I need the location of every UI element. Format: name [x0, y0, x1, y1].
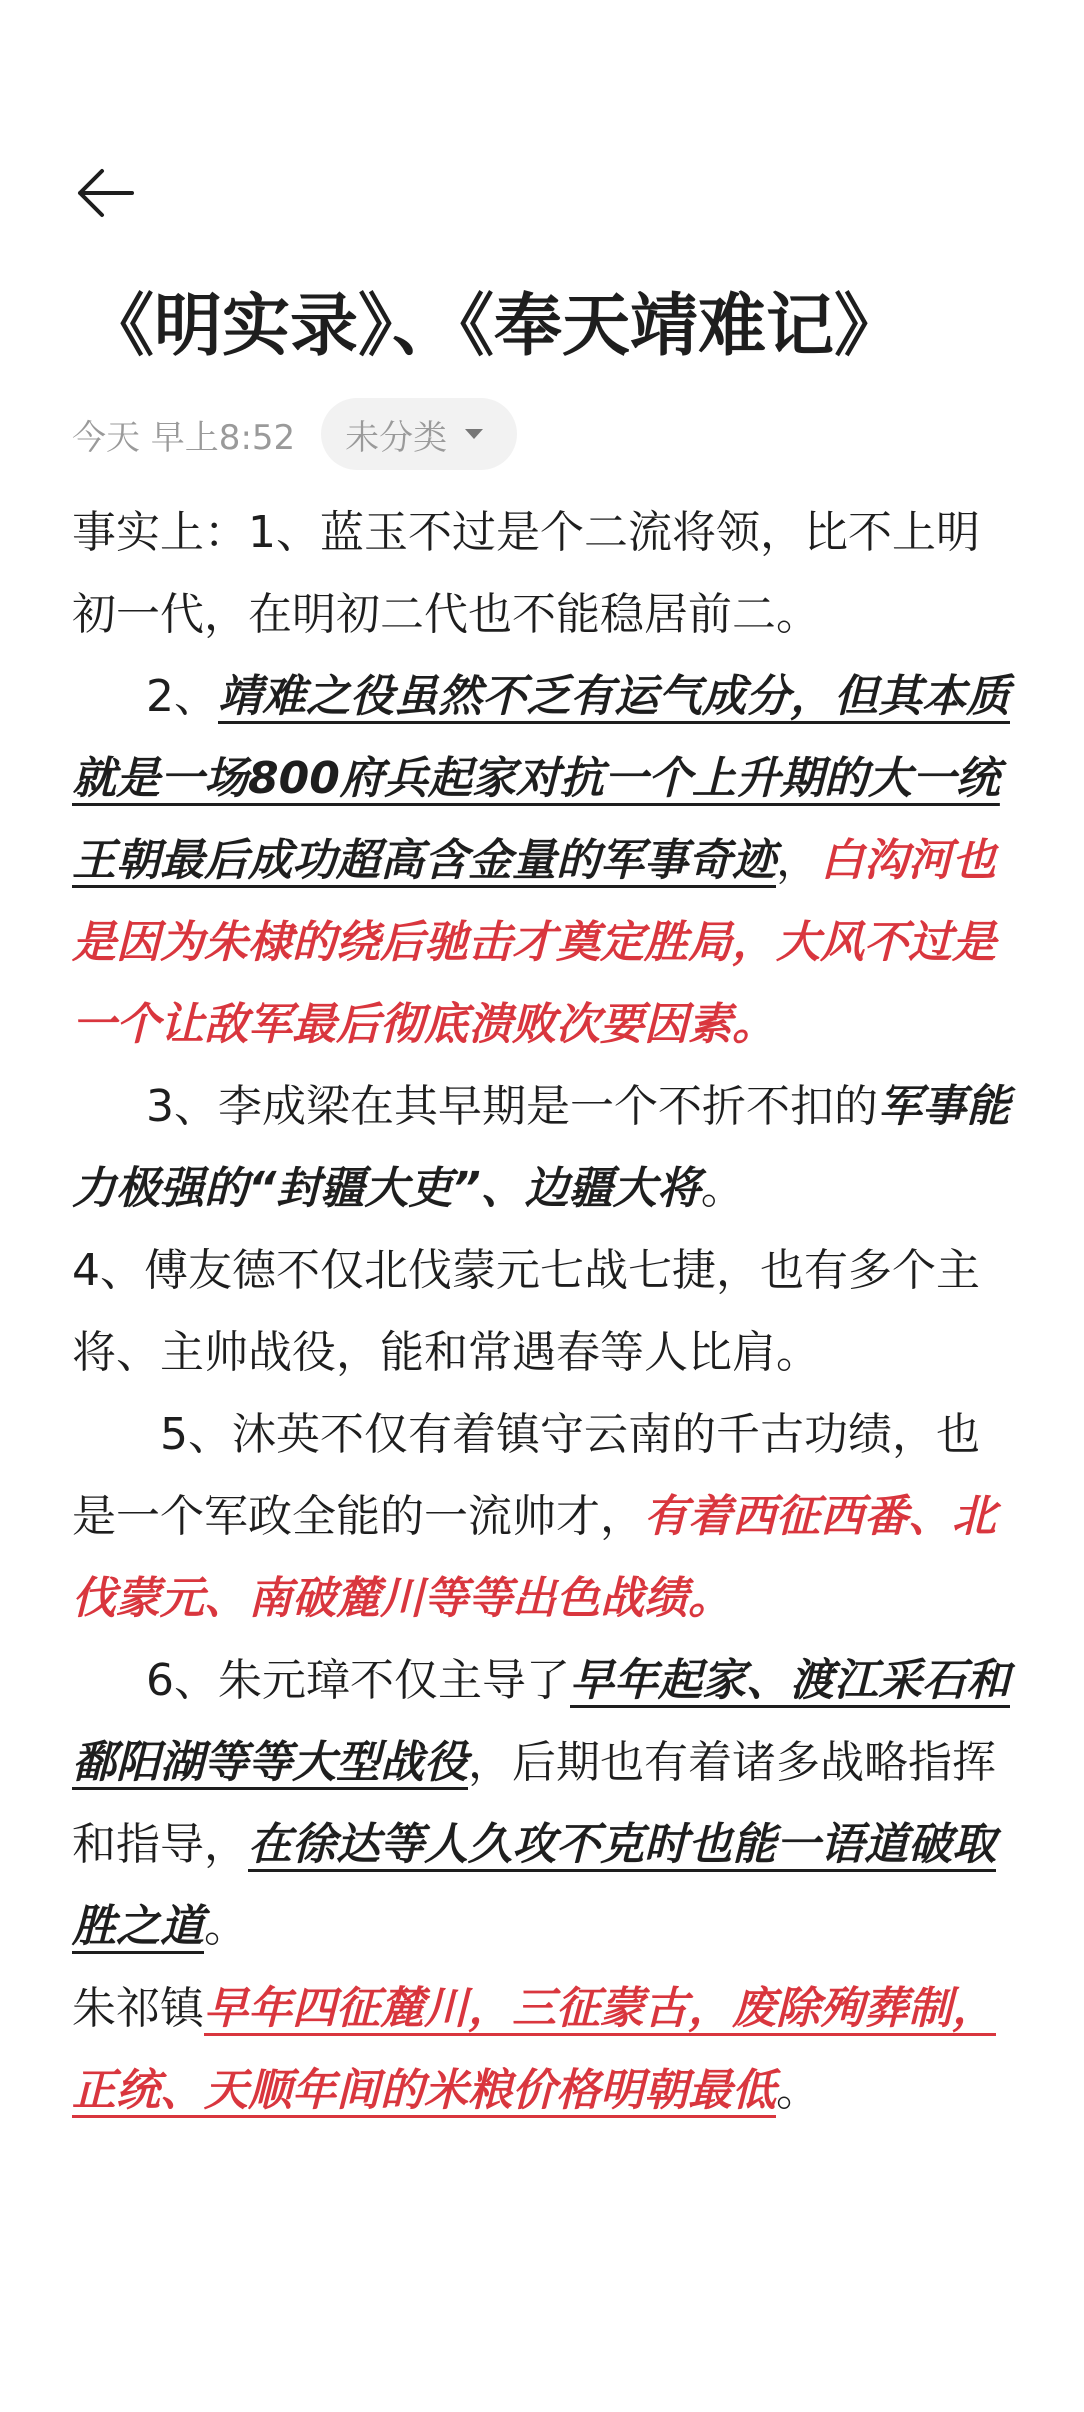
paragraph-3: 3、李成梁在其早期是一个不折不扣的军事能力极强的“封疆大吏”、边疆大将。: [72, 1081, 1010, 1214]
emphasis-muying: 有着西征西番、北伐蒙元、南破麓川等等出色战绩。: [72, 1491, 996, 1624]
paragraph-2: 2、靖难之役虽然不乏有运气成分，但其本质就是一场800府兵起家对抗一个上升期的大一统王朝最后成功超高含金量的军事奇迹，白沟河也是因为朱棣的绕后驰击才奠定胜局，大风不过是一个让敌军最后彻底溃败次要因素。: [72, 671, 1010, 1050]
back-button[interactable]: [70, 158, 140, 228]
paragraph-5: 5、沐英不仅有着镇守云南的千古功绩，也是一个军政全能的一流帅才，有着西征西番、北伐蒙元、南破麓川等等出色战绩。: [72, 1409, 996, 1624]
paragraph-1: 事实上：1、蓝玉不过是个二流将领，比不上明初一代，在明初二代也不能稳居前二。: [72, 507, 980, 640]
paragraph-6: 6、朱元璋不仅主导了早年起家、渡江采石和鄱阳湖等等大型战役，后期也有着诸多战略指挥和指导，在徐达等人久攻不克时也能一语道破取胜之道。: [72, 1655, 1010, 1952]
emphasis-zhuyuanzhang-strategy: 在徐达等人久攻不克时也能一语道破取胜之道: [72, 1819, 996, 1952]
note-title[interactable]: 《明实录》、《奉天靖难记》: [86, 287, 903, 366]
emphasis-lichengliang: 军事能力极强的“封疆大吏”、边疆大将: [72, 1081, 1010, 1214]
note-meta: [72, 396, 517, 472]
category-selector[interactable]: [321, 398, 517, 470]
note-timestamp: 今天 早上8:52: [72, 417, 296, 458]
arrow-left-icon: [74, 167, 136, 219]
paragraph-7: 朱祁镇早年四征麓川，三征蒙古，废除殉葬制，正统、天顺年间的米粮价格明朝最低。: [72, 1983, 996, 2116]
note-body[interactable]: [72, 492, 1012, 2132]
emphasis-zhuqizhen: 早年四征麓川，三征蒙古，废除殉葬制，正统、天顺年间的米粮价格明朝最低: [72, 1983, 996, 2116]
emphasis-zhuyuanzhang-battles: 早年起家、渡江采石和鄱阳湖等等大型战役: [72, 1655, 1010, 1788]
emphasis-baigouhe: 白沟河也是因为朱棣的绕后驰击才奠定胜局，大风不过是一个让敌军最后彻底溃败次要因素。: [72, 835, 996, 1050]
emphasis-jingnan: 靖难之役虽然不乏有运气成分，但其本质就是一场800府兵起家对抗一个上升期的大一统王朝最后成功超高含金量的军事奇迹: [72, 671, 1010, 886]
paragraph-4: 4、傅友德不仅北伐蒙元七战七捷，也有多个主将、主帅战役，能和常遇春等人比肩。: [72, 1245, 980, 1378]
category-label: 未分类: [345, 417, 448, 458]
caret-down-icon: [463, 427, 485, 441]
